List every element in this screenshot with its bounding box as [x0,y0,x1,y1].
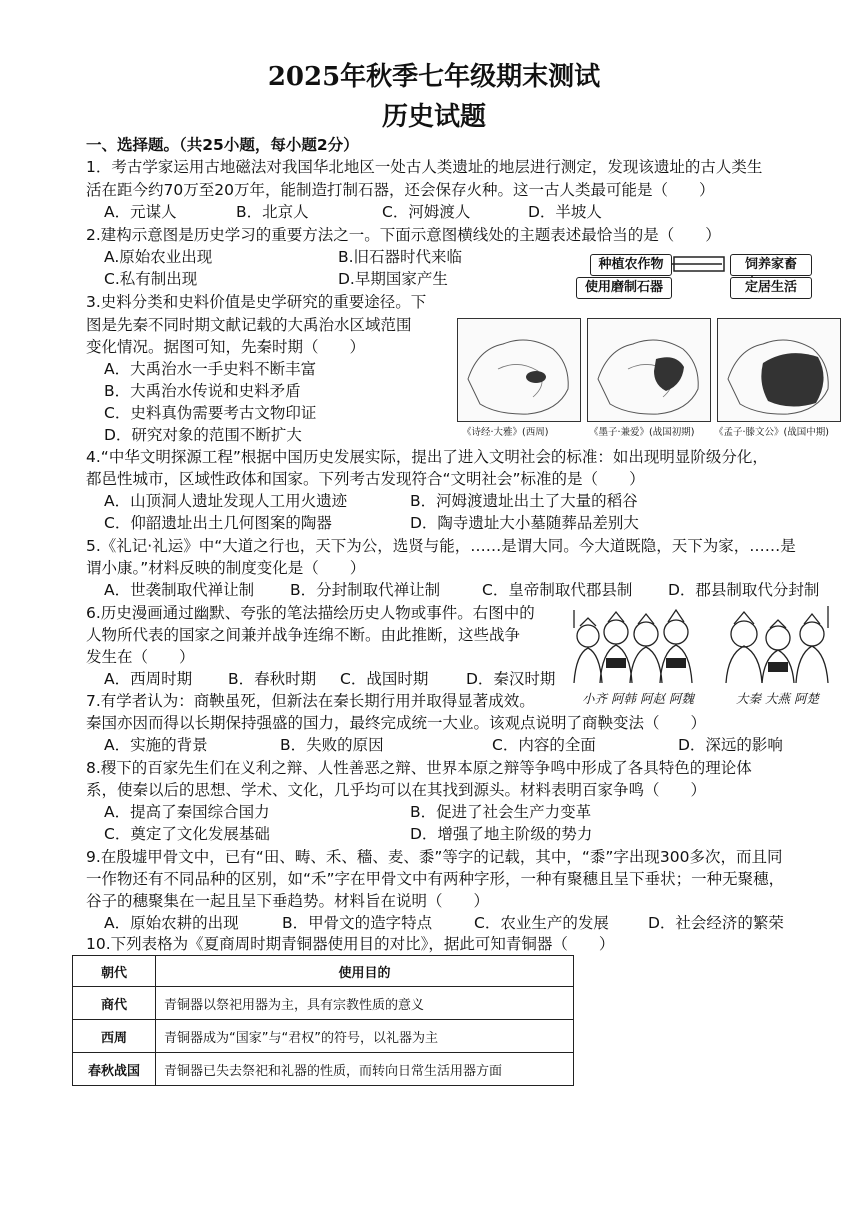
q5-option-d: D．郡县制取代分封制 [668,581,820,599]
q5-option-c: C．皇帝制取代郡县制 [482,581,633,599]
q6-option-b: B．春秋时期 [228,670,317,688]
q1-option-b: B．北京人 [236,203,309,221]
q6-line1: 6.历史漫画通过幽默、夸张的笔法描绘历史人物或事件。右图中的 [86,604,535,622]
section-heading: 一、选择题。（共25小题，每小题2分） [86,136,359,154]
q9-option-b: B．甲骨文的造字特点 [282,914,433,932]
q6-line2: 人物所代表的国家之间兼并战争连绵不断。由此推断，这些战争 [86,626,521,644]
map-caption-1: 《诗经·大雅》(西周) [462,427,549,438]
table-cell-purpose: 青铜器以祭祀用器为主，具有宗教性质的意义 [156,987,574,1020]
q7-line1: 7.有学者认为：商鞅虽死，但新法在秦长期行用并取得显著成效。 [86,692,535,710]
q9-option-d: D．社会经济的繁荣 [648,914,784,932]
q6-option-d: D．秦汉时期 [466,670,556,688]
q6-option-c: C．战国时期 [340,670,429,688]
q7-line2: 秦国亦因而得以长期保持强盛的国力，最终完成统一大业。该观点说明了商鞅变法（ ） [86,714,707,732]
table-cell-dynasty: 商代 [73,987,156,1020]
map-mid-warring-states [717,318,841,422]
map-caption-2: 《墨子·兼爱》(战国初期) [589,427,695,438]
q4-line2: 都邑性城市，区域性政体和国家。下列考古发现符合“文明社会”标准的是（ ） [86,470,645,488]
q4-option-c: C．仰韶遗址出土几何图案的陶器 [104,514,332,532]
q9-option-c: C．农业生产的发展 [474,914,609,932]
table-header-purpose: 使用目的 [156,956,574,987]
table-header-dynasty: 朝代 [73,956,156,987]
table-row [73,1053,574,1086]
q2-option-d: D.早期国家产生 [338,270,448,288]
q3-option-a: A．大禹治水一手史料不断丰富 [104,360,317,378]
table-cell-purpose: 青铜器已失去祭祀和礼器的性质，而转向日常生活用器方面 [156,1053,574,1086]
q1-option-a: A．元谋人 [104,203,177,221]
q2-option-b: B.旧石器时代来临 [338,248,463,266]
q9-option-a: A．原始农耕的出现 [104,914,239,932]
exam-title: 2025年秋季七年级期末测试 [267,62,601,92]
q3-option-d: D．研究对象的范围不断扩大 [104,426,302,444]
map-caption-3: 《孟子·滕文公》(战国中期) [714,427,829,438]
q7-option-a: A．实施的背景 [104,736,208,754]
q2-option-c: C.私有制出现 [104,270,198,288]
q8-option-b: B．促进了社会生产力变革 [410,803,592,821]
q6-line3: 发生在（ ） [86,648,195,666]
q8-option-c: C．奠定了文化发展基础 [104,825,270,843]
map-early-warring-states [587,318,711,422]
table-cell-purpose: 青铜器成为“国家”与“君权”的符号，以礼器为主 [156,1020,574,1053]
q4-option-b: B．河姆渡遗址出土了大量的稻谷 [410,492,638,510]
q5-line2: 谓小康。”材料反映的制度变化是（ ） [86,559,366,577]
q8-line1: 8.稷下的百家先生们在义利之辩、人性善恶之辩、世界本原之辩等争鸣中形成了各具特色的理论体 [86,759,752,777]
q4-line1: 4.“中华文明探源工程”根据中国历史发展实际，提出了进入文明社会的标准：如出现明显阶级分化， [86,448,768,466]
q7-option-c: C．内容的全面 [492,736,596,754]
q2-stem: 2.建构示意图是历史学习的重要方法之一。下面示意图横线处的主题表述最恰当的是（ ） [86,226,721,244]
q10-stem: 10.下列表格为《夏商周时期青铜器使用目的对比》，据此可知青铜器（ ） [86,935,615,953]
cartoon-caption-right: 大秦 大燕 阿楚 [736,691,819,706]
q8-line2: 系，使秦以后的思想、学术、文化，几乎均可以在其找到源头。材料表明百家争鸣（ ） [86,781,707,799]
diagram-box-settled-life: 定居生活 [730,277,812,299]
diagram-box-livestock: 饲养家畜 [730,254,812,276]
q6-option-a: A．西周时期 [104,670,193,688]
q3-option-b: B．大禹治水传说和史料矛盾 [104,382,301,400]
q7-option-b: B．失败的原因 [280,736,384,754]
table-row [73,987,574,1020]
q9-line1: 9.在殷墟甲骨文中，已有“田、畴、禾、穡、麦、黍”等字的记载，其中，“黍”字出现300多次，而且同 [86,848,783,866]
q3-line1: 3.史料分类和史料价值是史学研究的重要途径。下 [86,293,427,311]
exam-subtitle: 历史试题 [381,102,486,132]
diagram-box-planting: 种植农作物 [590,254,672,276]
q3-line3: 变化情况。据图可知，先秦时期（ ） [86,338,366,356]
q4-option-d: D．陶寺遗址大小墓随葬品差别大 [410,514,639,532]
diagram-box-polished-stone: 使用磨制石器 [576,277,672,299]
table-cell-dynasty: 西周 [73,1020,156,1053]
q1-option-d: D．半坡人 [528,203,602,221]
table-row [73,1020,574,1053]
q7-option-d: D．深远的影响 [678,736,783,754]
table-cell-dynasty: 春秋战国 [73,1053,156,1086]
q1-option-c: C．河姆渡人 [382,203,471,221]
map-western-zhou [457,318,581,422]
cartoon-caption-left: 小齐 阿韩 阿赵 阿魏 [582,691,694,706]
q2-option-a: A.原始农业出现 [104,248,213,266]
q5-option-a: A．世袭制取代禅让制 [104,581,255,599]
q8-option-d: D．增强了地主阶级的势力 [410,825,593,843]
warring-states-cartoon [566,598,838,688]
q1-line2: 活在距今约70万至20万年，能制造打制石器，还会保存火种。这一古人类最可能是（ ） [86,181,715,199]
q9-line3: 谷子的穗聚集在一起且呈下垂趋势。材料旨在说明（ ） [86,892,490,910]
q8-option-a: A．提高了秦国综合国力 [104,803,270,821]
q3-line2: 图是先秦不同时期文献记载的大禹治水区域范围 [86,316,412,334]
q3-option-c: C．史料真伪需要考古文物印证 [104,404,317,422]
bronze-usage-table [72,955,574,1086]
q5-option-b: B．分封制取代禅让制 [290,581,441,599]
q4-option-a: A．山顶洞人遗址发现人工用火遗迹 [104,492,348,510]
q5-line1: 5.《礼记·礼运》中“大道之行也，天下为公，选贤与能，……是谓大同。今大道既隐，天下为家，……是 [86,537,796,555]
q1-line1: 1．考古学家运用古地磁法对我国华北地区一处古人类遗址的地层进行测定，发现该遗址的古人类生 [86,158,763,176]
table-header-row [73,956,574,987]
q9-line2: 一作物还有不同品种的区别，如“禾”字在甲骨文中有两种字形，一种有聚穗且呈下垂状；一种无聚穗， [86,870,785,888]
